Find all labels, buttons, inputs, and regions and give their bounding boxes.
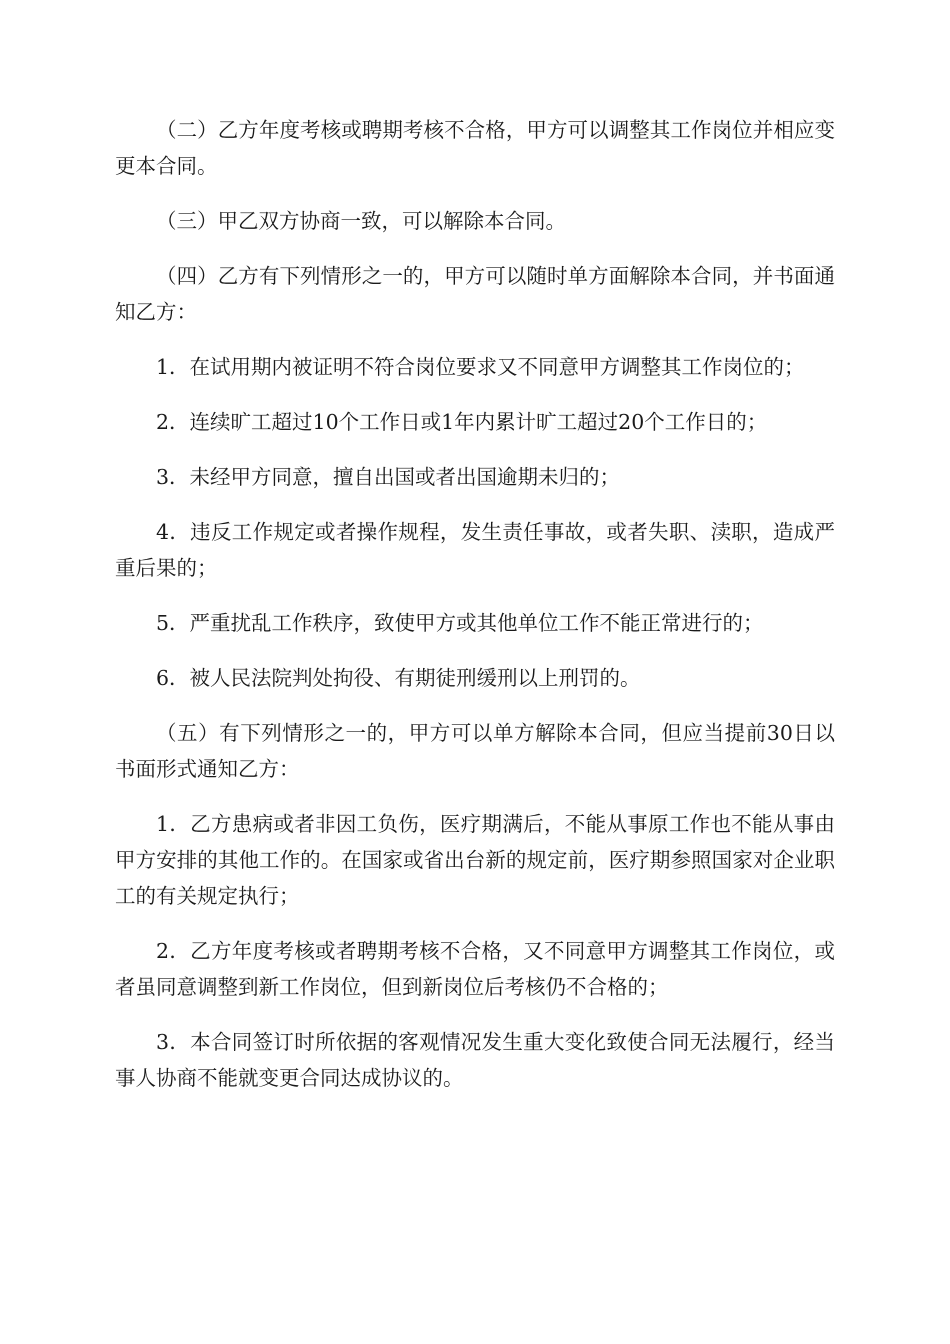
paragraph-clause-4-item-5: 5．严重扰乱工作秩序，致使甲方或其他单位工作不能正常进行的； bbox=[156, 611, 764, 635]
document-body bbox=[115, 112, 835, 1115]
paragraph-clause-4: （四）乙方有下列情形之一的，甲方可以随时单方面解除本合同，并书面通知乙方： bbox=[115, 264, 835, 324]
paragraph-clause-3: （三）甲乙双方协商一致，可以解除本合同。 bbox=[156, 209, 566, 233]
paragraph-clause-4-item-1: 1．在试用期内被证明不符合岗位要求又不同意甲方调整其工作岗位的； bbox=[156, 355, 805, 379]
paragraph-clause-5-item-2: 2．乙方年度考核或者聘期考核不合格，又不同意甲方调整其工作岗位，或者虽同意调整到新工作岗位，但到新岗位后考核仍不合格的； bbox=[115, 939, 835, 999]
paragraph-clause-4-item-2: 2．连续旷工超过10个工作日或1年内累计旷工超过20个工作日的； bbox=[156, 410, 768, 434]
paragraph-clause-4-item-3: 3．未经甲方同意，擅自出国或者出国逾期未归的； bbox=[156, 465, 621, 489]
paragraph-clause-4-item-4: 4．违反工作规定或者操作规程，发生责任事故，或者失职、渎职，造成严重后果的； bbox=[115, 520, 835, 580]
paragraph-clause-4-item-6: 6．被人民法院判处拘役、有期徒刑缓刑以上刑罚的。 bbox=[156, 666, 641, 690]
paragraph-clause-5-item-1: 1．乙方患病或者非因工负伤，医疗期满后，不能从事原工作也不能从事由甲方安排的其他工作的。在国家或省出台新的规定前，医疗期参照国家对企业职工的有关规定执行； bbox=[115, 812, 835, 908]
paragraph-clause-5: （五）有下列情形之一的，甲方可以单方解除本合同，但应当提前30日以书面形式通知乙方： bbox=[115, 721, 835, 781]
paragraph-clause-2: （二）乙方年度考核或聘期考核不合格，甲方可以调整其工作岗位并相应变更本合同。 bbox=[115, 118, 835, 178]
paragraph-clause-5-item-3: 3．本合同签订时所依据的客观情况发生重大变化致使合同无法履行，经当事人协商不能就变更合同达成协议的。 bbox=[115, 1030, 835, 1090]
